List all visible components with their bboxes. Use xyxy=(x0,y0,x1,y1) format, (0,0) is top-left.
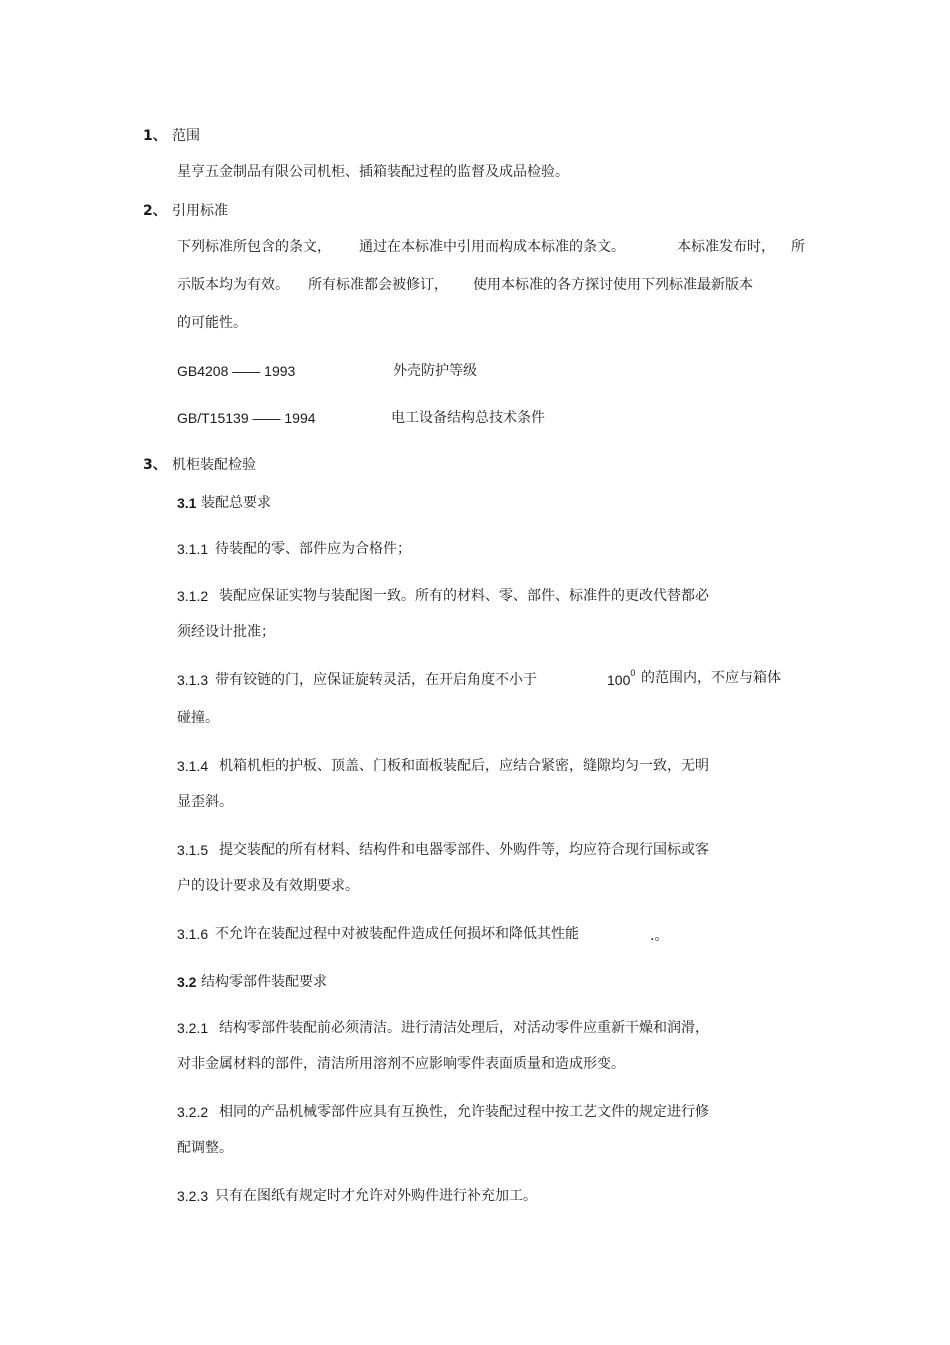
item-3-1-4-number: 3.1.4 xyxy=(177,758,209,774)
item-3-1-6-text: 不允许在装配过程中对被装配件造成任何损坏和降低其性能 xyxy=(215,926,579,942)
subsection-3-2-number: 3.2 xyxy=(177,974,197,990)
item-3-1-3-text-b: 的范围内，不应与箱体 xyxy=(641,670,781,686)
item-3-1-4-line-2: 显歪斜。 xyxy=(177,794,233,810)
subsection-3-2-title: 结构零部件装配要求 xyxy=(201,974,327,990)
item-3-2-3-number: 3.2.3 xyxy=(177,1188,209,1204)
degree-superscript: 0 xyxy=(630,668,636,678)
item-3-1-6-tail: .。 xyxy=(650,928,669,944)
section-2-para-line2-seg-1: 示版本均为有效。 xyxy=(177,277,289,293)
item-3-1-3-number: 3.1.3 xyxy=(177,672,209,688)
section-2-para-seg-3: 本标准发布时， xyxy=(677,239,775,255)
section-2-para-seg-2: 通过在本标准中引用而构成本标准的条文。 xyxy=(359,239,625,255)
section-1-number: 1、 xyxy=(143,128,167,144)
section-3-number: 3、 xyxy=(143,457,167,473)
section-2-para-line3: 的可能性。 xyxy=(177,315,247,331)
item-3-2-1-number: 3.2.1 xyxy=(177,1020,209,1036)
item-3-1-5-line-2: 户的设计要求及有效期要求。 xyxy=(177,878,359,894)
item-3-1-4-line-1: 机箱机柜的护板、顶盖、门板和面板装配后，应结合紧密，缝隙均匀一致，无明 xyxy=(219,758,709,774)
section-2-para-seg-4: 所 xyxy=(791,239,805,255)
item-3-2-2-line-1: 相同的产品机械零部件应具有互换性，允许装配过程中按工艺文件的规定进行修 xyxy=(219,1104,709,1120)
section-2-para-seg-1: 下列标准所包含的条文， xyxy=(177,239,331,255)
item-3-2-3-text: 只有在图纸有规定时才允许对外购件进行补充加工。 xyxy=(215,1188,537,1204)
item-3-2-1-line-1: 结构零部件装配前必须清洁。进行清洁处理后，对活动零件应重新干燥和润滑， xyxy=(219,1020,709,1036)
standard-code-2: GB/T15139 —— 1994 xyxy=(177,410,316,426)
item-3-1-1-text: 待装配的零、部件应为合格件； xyxy=(215,541,411,557)
item-3-1-3-angle: $100^0$ xyxy=(607,668,636,688)
section-3-title: 机柜装配检验 xyxy=(172,457,256,473)
item-3-2-2-line-2: 配调整。 xyxy=(177,1140,233,1156)
item-3-2-1-line-2: 对非金属材料的部件，清洁所用溶剂不应影响零件表面质量和造成形变。 xyxy=(177,1056,625,1072)
section-1-title: 范围 xyxy=(172,128,200,144)
item-3-1-6-number: 3.1.6 xyxy=(177,926,209,942)
item-3-1-1-number: 3.1.1 xyxy=(177,541,209,557)
section-2-number: 2、 xyxy=(143,203,167,219)
item-3-1-2-number: 3.1.2 xyxy=(177,588,209,604)
section-2-para-line2-seg-3: 使用本标准的各方探讨使用下列标准最新版本 xyxy=(473,277,753,293)
item-3-2-2-number: 3.2.2 xyxy=(177,1104,209,1120)
item-3-1-2-line-1: 装配应保证实物与装配图一致。所有的材料、零、部件、标准件的更改代替都必 xyxy=(219,588,709,604)
section-2-para-line2-seg-2: 所有标准都会被修订， xyxy=(308,277,448,293)
subsection-3-1-title: 装配总要求 xyxy=(201,495,271,511)
section-2-title: 引用标准 xyxy=(172,203,228,219)
section-1-body: 星亨五金制品有限公司机柜、插箱装配过程的监督及成品检验。 xyxy=(177,164,569,180)
standard-name-2: 电工设备结构总技术条件 xyxy=(391,410,545,426)
item-3-1-5-line-1: 提交装配的所有材料、结构件和电器零部件、外购件等，均应符合现行国标或客 xyxy=(219,842,709,858)
item-3-1-3-text-a: 带有铰链的门，应保证旋转灵活，在开启角度不小于 xyxy=(215,672,537,688)
item-3-1-5-number: 3.1.5 xyxy=(177,842,209,858)
item-3-1-3-line-2: 碰撞。 xyxy=(177,710,219,726)
item-3-1-2-line-2: 须经设计批准； xyxy=(177,624,275,640)
standard-code-1: GB4208 —— 1993 xyxy=(177,363,296,379)
subsection-3-1-number: 3.1 xyxy=(177,495,197,511)
standard-name-1: 外壳防护等级 xyxy=(393,363,477,379)
